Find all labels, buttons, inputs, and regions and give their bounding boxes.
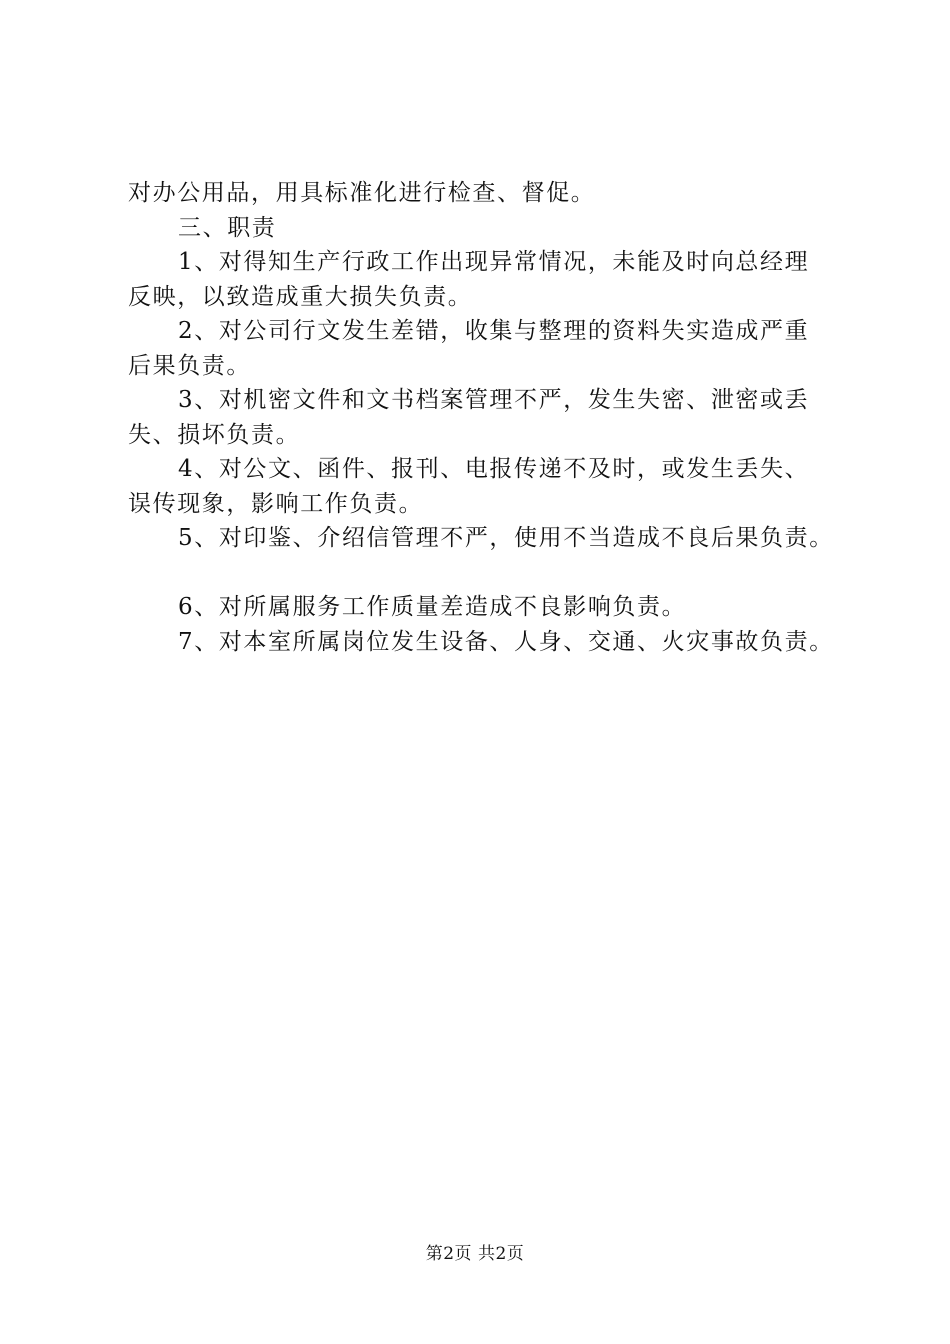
text-line: 3、对机密文件和文书档案管理不严，发生失密、泄密或丢 xyxy=(178,387,810,413)
page-number-footer: 第2页 共2页 xyxy=(425,1244,525,1264)
text-line: 误传现象，影响工作负责。 xyxy=(128,490,424,517)
text-line: 7、对本室所属岗位发生设备、人身、交通、火灾事故负责。 xyxy=(178,628,834,655)
section-heading: 三、职责 xyxy=(178,214,277,241)
text-line: 失、损坏负责。 xyxy=(128,421,301,448)
blank-line xyxy=(128,556,848,591)
text-line: 1、对得知生产行政工作出现异常情况，未能及时向总经理 xyxy=(178,249,810,275)
text-line: 6、对所属服务工作质量差造成不良影响负责。 xyxy=(178,594,687,620)
document-body xyxy=(128,176,848,659)
text-line: 对办公用品，用具标准化进行检查、督促。 xyxy=(128,180,596,206)
text-line: 反映，以致造成重大损失负责。 xyxy=(128,283,473,310)
text-line: 2、对公司行文发生差错，收集与整理的资料失实造成严重 xyxy=(178,318,810,344)
text-line: 后果负责。 xyxy=(128,352,251,379)
text-line: 4、对公文、函件、报刊、电报传递不及时，或发生丢失、 xyxy=(178,456,810,482)
text-line: 5、对印鉴、介绍信管理不严，使用不当造成不良后果负责。 xyxy=(178,525,834,551)
